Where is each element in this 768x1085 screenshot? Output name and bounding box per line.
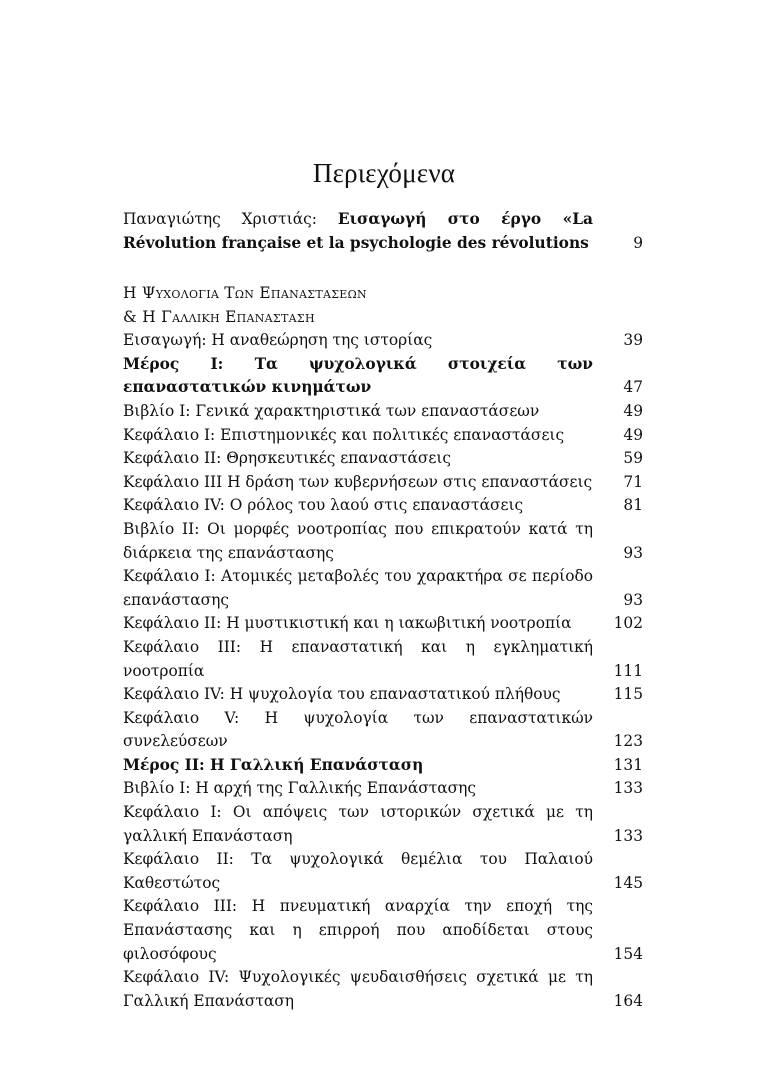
toc-entry-page-number: 81 [623, 496, 643, 515]
toc-entry-page-number: 133 [613, 779, 643, 798]
toc-entry-page-number: 93 [623, 590, 643, 609]
toc-entry [123, 848, 643, 895]
toc-entry [123, 612, 643, 636]
toc-entry-page-number: 111 [613, 661, 643, 680]
toc-entry-page-number: 164 [613, 991, 643, 1010]
toc-entry-page-number: 39 [623, 331, 643, 350]
toc-entry [123, 518, 643, 565]
toc-entry [123, 471, 643, 495]
toc-entry-title: Κεφάλαιο ΙΙ: Θρησκευτικές επαναστάσεις [123, 449, 451, 468]
toc-entry-title: Κεφάλαιο Ι: Ατομικές μεταβολές του χαρακτήρα σε περίοδο επανάστασης [123, 567, 593, 609]
toc-entries [123, 329, 643, 1013]
toc-entry-page-number: 115 [613, 685, 643, 704]
toc-entry [123, 353, 643, 400]
page-title: Περιεχόμενα [312, 158, 456, 188]
toc-entry-title: Βιβλίο ΙΙ: Οι μορφές νοοτροπίας που επικρατούν κατά τη διάρκεια της επανάστασης [123, 519, 593, 562]
toc-entry-intro [123, 208, 643, 255]
toc-entry-title: Κεφάλαιο ΙΙ: Τα ψυχολογικά θεμέλια του Παλαιού Καθεστώτος [123, 850, 593, 892]
intro-title: Εισαγωγή στο έργο «La Révolution française et la psychologie des révolutions [123, 210, 593, 252]
toc-entry-page-number: 102 [613, 614, 643, 633]
toc-entry-page-number: 131 [613, 755, 643, 774]
toc-entry-title: Κεφάλαιο IV: Ψυχολογικές ψευδαισθήσεις σχετικά με τη Γαλλική Επανάσταση [123, 968, 593, 1010]
toc-entry [123, 777, 643, 801]
toc-entry-page-number: 154 [613, 944, 643, 963]
section-heading-line-1: Η Ψυχολογια Των Επαναστασεων [123, 284, 367, 303]
toc-entry-page-number: 59 [623, 449, 643, 468]
toc-entry-title: Εισαγωγή: Η αναθεώρηση της ιστορίας [123, 331, 433, 350]
toc-entry-title: Μέρος ΙΙ: Η Γαλλική Επανάσταση [123, 755, 424, 774]
toc-entry-title: Κεφάλαιο V: Η ψυχολογία των επαναστατικών συνελεύσεων [123, 708, 593, 751]
section-heading-line-2: & Η Γαλλικη Επανασταση [123, 308, 315, 327]
toc-entry-page-number: 93 [623, 543, 643, 562]
toc-entry-page-number: 71 [623, 472, 643, 491]
table-of-contents [123, 208, 643, 1013]
toc-entry [123, 447, 643, 471]
toc-entry-title: Βιβλίο Ι: Η αρχή της Γαλλικής Επανάστασης [123, 779, 477, 798]
toc-entry-title: Κεφάλαιο Ι: Οι απόψεις των ιστορικών σχετικά με τη γαλλική Επανάσταση [123, 803, 593, 845]
toc-entry-title: Κεφάλαιο IV: Ο ρόλος του λαού στις επαναστάσεις [123, 496, 524, 515]
toc-entry-page-number: 123 [613, 732, 643, 751]
toc-entry [123, 683, 643, 707]
toc-entry [123, 494, 643, 518]
toc-entry-title: Κεφάλαιο Ι: Επιστημονικές και πολιτικές επαναστάσεις [123, 425, 565, 444]
toc-entry [123, 424, 643, 448]
toc-entry-title: Μέρος Ι: Τα ψυχολογικά στοιχεία των επαναστατικών κινημάτων [123, 354, 593, 397]
toc-entry [123, 801, 643, 848]
toc-entry-page-number: 49 [623, 425, 643, 444]
toc-entry [123, 966, 643, 1013]
toc-entry-title: Κεφάλαιο ΙΙ: Η μυστικιστική και η ιακωβιτική νοοτροπία [123, 614, 572, 633]
toc-entry [123, 329, 643, 353]
toc-entry-title: Κεφάλαιο ΙΙΙ Η δράση των κυβερνήσεων στις επαναστάσεις [123, 472, 593, 491]
toc-entry [123, 707, 643, 754]
toc-entry-page-number: 145 [613, 873, 643, 892]
toc-entry [123, 565, 643, 612]
toc-entry-title: Κεφάλαιο ΙΙΙ: Η επαναστατική και η εγκληματική νοοτροπία [123, 637, 593, 680]
toc-entry [123, 636, 643, 683]
toc-entry-page-number: 133 [613, 826, 643, 845]
toc-entry [123, 400, 643, 424]
toc-entry-page-number: 49 [623, 401, 643, 420]
toc-entry [123, 895, 643, 966]
toc-entry-title: Κεφάλαιο ΙΙΙ: Η πνευματική αναρχία την εποχή της Επανάστασης και η επιρροή που αποδίδεται στους φιλοσόφους [123, 897, 593, 963]
toc-entry-page-number: 47 [623, 378, 643, 397]
intro-author: Παναγιώτης Χριστιάς: [123, 210, 317, 228]
toc-entry [123, 754, 643, 778]
intro-page-number: 9 [633, 233, 643, 252]
toc-entry-title: Κεφάλαιο IV: Η ψυχολογία του επαναστατικού πλήθους [123, 685, 561, 704]
toc-entry-title: Βιβλίο Ι: Γενικά χαρακτηριστικά των επαναστάσεων [123, 401, 540, 420]
